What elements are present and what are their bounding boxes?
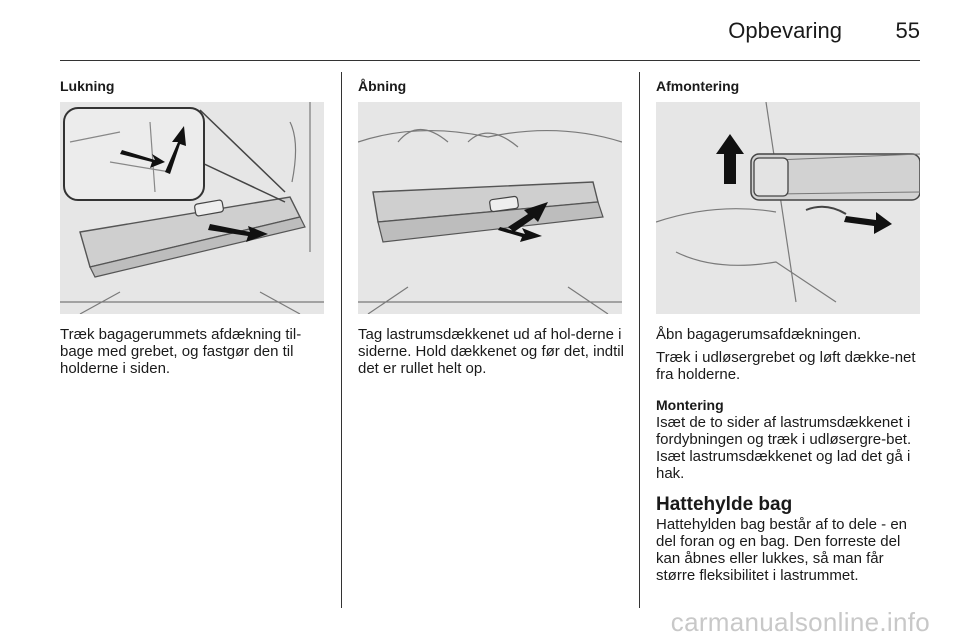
hat-shelf-text: Hattehylden bag består af to dele - en del foran og en bag. Den forreste del kan åbnes eller lukkes, så man får større fleksibilitet i lastrummet.	[656, 516, 908, 584]
hat-shelf-heading: Hattehylde bag	[656, 494, 793, 515]
column-divider	[341, 72, 342, 608]
opening-text: Tag lastrumsdækkenet ud af hol-derne i siderne. Hold dækkenet og før det, indtil det er rullet helt op.	[358, 326, 624, 377]
watermark: carmanualsonline.info	[670, 607, 930, 637]
removal-illustration	[656, 102, 920, 314]
mounting-heading: Montering	[656, 397, 724, 413]
mounting-text: Isæt de to sider af lastrumsdækkenet i fordybningen og træk i udløsergre-bet. Isæt lastrumsdækkenet og lad det gå i hak.	[656, 414, 912, 482]
opening-section	[358, 78, 624, 377]
opening-illustration	[358, 102, 622, 314]
removal-text-2: Træk i udløsergrebet og løft dække-net fra holderne.	[656, 349, 916, 383]
removal-section	[656, 78, 922, 584]
closing-text: Træk bagagerummets afdækning til-bage med grebet, og fastgør den til holderne i siden.	[60, 326, 302, 377]
removal-heading: Afmontering	[656, 78, 740, 94]
closing-heading: Lukning	[60, 78, 115, 94]
closing-illustration	[60, 102, 324, 314]
column-divider	[639, 72, 640, 608]
page-number: 55	[895, 18, 920, 43]
header-rule	[60, 60, 920, 61]
closing-section	[60, 78, 325, 377]
removal-text-1: Åbn bagagerumsafdækningen.	[656, 326, 862, 343]
opening-heading: Åbning	[358, 78, 407, 94]
page-title: Opbevaring	[728, 18, 842, 43]
